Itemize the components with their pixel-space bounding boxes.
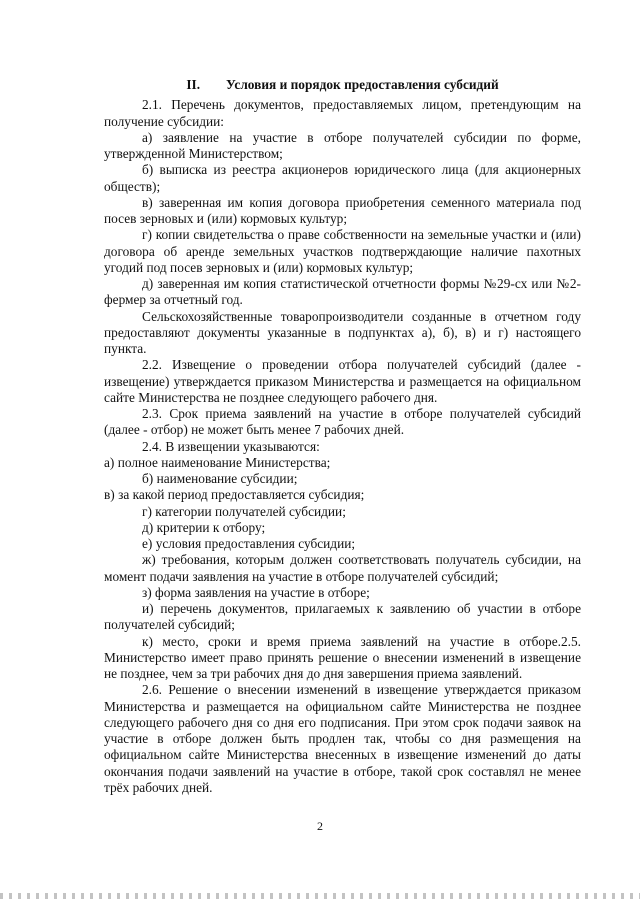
section-heading xyxy=(104,77,581,93)
paragraph: е) условия предоставления субсидии; xyxy=(142,536,356,551)
paragraph: в) заверенная им копия договора приобретения семенного материала под посев зерновых и (или) кормовых культур; xyxy=(104,194,581,226)
paragraph: а) заявление на участие в отборе получателей субсидии по форме, утвержденной Министерством; xyxy=(104,129,581,161)
paragraph: ж) требования, которым должен соответствовать получатель субсидии, на момент подачи заявления на участие в отборе получателей субсидий; xyxy=(104,552,581,584)
paragraph: 2.4. В извещении указываются: xyxy=(142,438,320,454)
page-number: 2 xyxy=(317,819,323,833)
paragraph: г) категории получателей субсидии; xyxy=(142,503,346,519)
paragraph: 2.3. Срок приема заявлений на участие в отборе получателей субсидий (далее - отбор) не может быть менее 7 рабочих дней. xyxy=(104,406,581,438)
page-content xyxy=(104,77,581,796)
paragraph: Сельскохозяйственные товаропроизводители созданные в отчетном году предоставляют документы указанные в подпунктах а), б), в) и г) настоящего пункта. xyxy=(104,308,581,356)
paragraph: г) копии свидетельства о праве собственности на земельные участки и (или) договора об аренде земельных участков подтверждающие наличие пахотных угодий под посев зерновых и (или) кормовых культур; xyxy=(104,227,581,275)
paragraph: б) выписка из реестра акционеров юридического лица (для акционерных обществ); xyxy=(104,162,581,194)
paragraph: 2.2. Извещение о проведении отбора получателей субсидий (далее - извещение) утверждается приказом Министерства и размещается на официальном сайте Министерства не позднее следующего рабочего дня. xyxy=(104,357,581,405)
paragraph: б) наименование субсидии; xyxy=(142,471,298,486)
paragraph: а) полное наименование Министерства; xyxy=(104,454,331,470)
section-number: II. xyxy=(186,77,201,92)
paragraph: з) форма заявления на участие в отборе; xyxy=(142,584,370,600)
paragraph: д) заверенная им копия статистической отчетности формы №29-сх или №2-фермер за отчетный год. xyxy=(104,276,581,308)
paragraph: 2.6. Решение о внесении изменений в извещение утверждается приказом Министерства и размещается на официальном сайте Министерства не позднее следующего рабочего дня со дня его подписания. При этом срок подачи заявок на участие в отборе должен быть продлен так, чтобы со дня размещения на официальном сайте Министерства внесенных в извещение изменений до даты окончания подачи заявлений на участие в отборе, такой срок составлял не менее трёх рабочих дней. xyxy=(104,682,581,795)
paragraph: д) критерии к отбору; xyxy=(142,519,266,535)
paragraph: к) место, сроки и время приема заявлений на участие в отборе.2.5. Министерство имеет право принять решение о внесении изменений в извещение не позднее, чем за три рабочих дня до дня завершения приема заявлений. xyxy=(104,633,581,681)
paragraph-list xyxy=(104,97,581,796)
paragraph: 2.1. Перечень документов, предоставляемых лицом, претендующим на получение субсидии: xyxy=(104,97,581,129)
paragraph: в) за какой период предоставляется субсидия; xyxy=(104,487,365,503)
scan-edge-artifact xyxy=(0,893,640,899)
section-title: Условия и порядок предоставления субсидий xyxy=(226,77,499,92)
paragraph: и) перечень документов, прилагаемых к заявлению об участии в отборе получателей субсидий; xyxy=(104,601,581,633)
